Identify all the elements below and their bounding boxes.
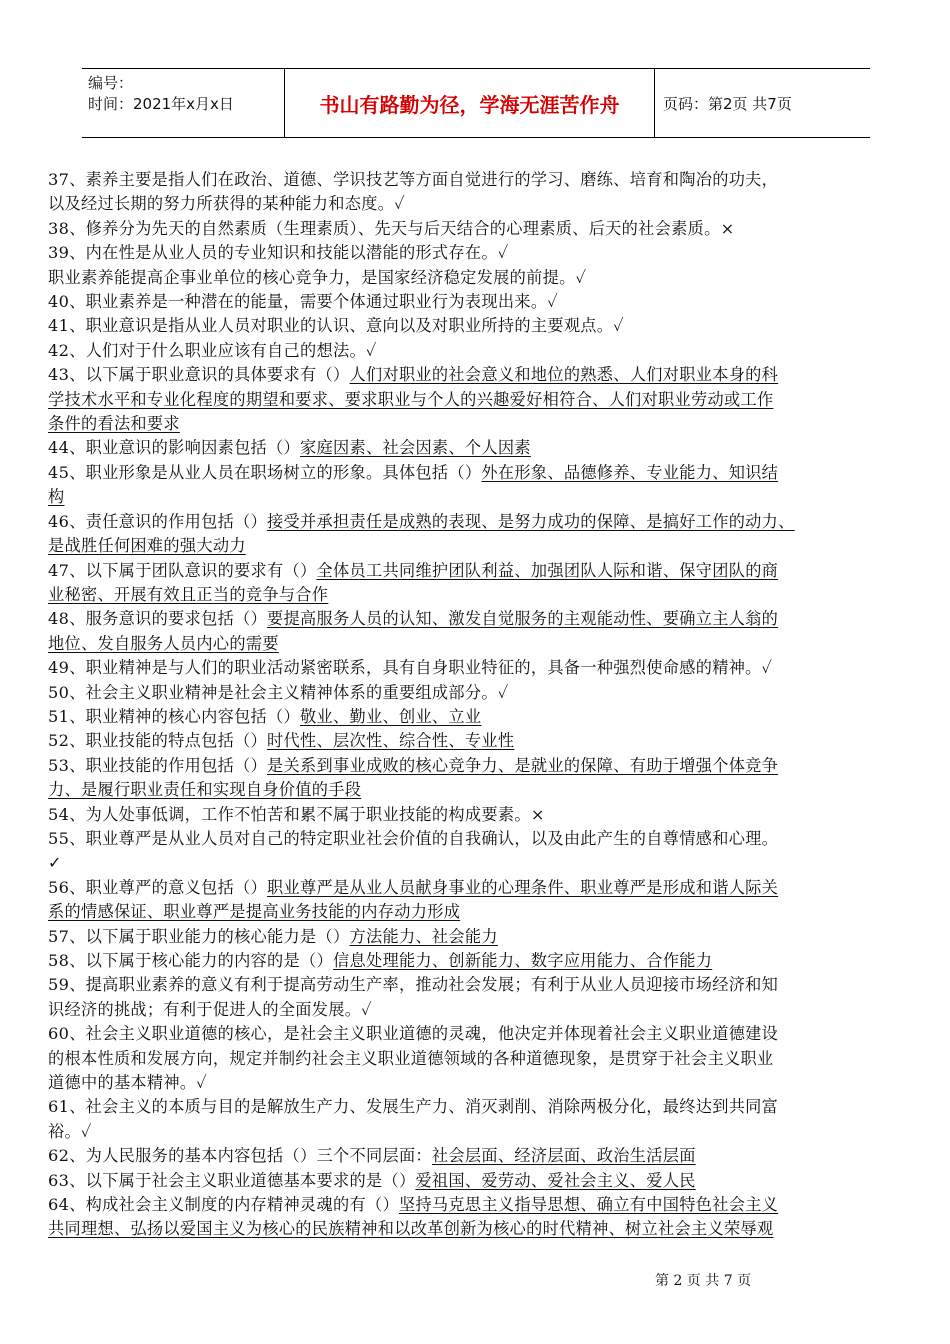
answer-text: 接受并承担责任是成熟的表现、是努力成功的保障、是搞好工作的动力、 [267, 511, 795, 531]
answer-text: 外在形象、品德修养、专业能力、知识结 [481, 462, 779, 482]
answer-text: 力、是履行职业责任和实现自身价值的手段 [48, 780, 362, 800]
answer-text: 社会层面、经济层面、政治生活层面 [431, 1146, 696, 1166]
text-line [48, 461, 908, 485]
text-line [48, 1193, 908, 1217]
line-text: 54、为人处事低调，工作不怕苦和累不属于职业技能的构成要素。× [48, 804, 545, 824]
line-text: 49、职业精神是与人们的职业活动紧密联系，具有自身职业特征的，具备一种强烈使命感的精神。✓ [48, 658, 773, 678]
text-line [48, 778, 908, 802]
line-text: 44、职业意识的影响因素包括（） [48, 438, 301, 458]
answer-text: 业秘密、开展有效且正当的竞争与合作 [48, 584, 329, 604]
text-line [48, 314, 908, 338]
page-footer: 第 2 页 共 7 页 [655, 1273, 752, 1289]
line-text: ✓ [48, 853, 62, 873]
line-text: 38、修养分为先天的自然素质（生理素质）、先天与后天结合的心理素质、后天的社会素质。× [48, 218, 735, 238]
text-line [48, 559, 908, 583]
header-page-label: 页码：第2页 共7页 [663, 94, 792, 113]
header-info [82, 69, 284, 137]
text-line [48, 949, 908, 973]
line-text: 职业素养能提高企事业单位的核心竞争力，是国家经济稳定发展的前提。✓ [48, 267, 587, 287]
line-text: 裕。✓ [48, 1121, 92, 1141]
text-line [48, 729, 908, 753]
line-text: 40、职业素养是一种潜在的能量，需要个体通过职业行为表现出来。✓ [48, 292, 559, 312]
line-text: 59、提高职业素养的意义有利于提高劳动生产率，推动社会发展；有利于从业人员迎接市场经济和知 [48, 975, 779, 995]
text-line [48, 241, 908, 265]
answer-text: 学技术水平和专业化程度的期望和要求、要求职业与个人的兴趣爱好相符合、人们对职业劳动或工作 [48, 389, 774, 409]
text-line [48, 339, 908, 363]
text-line [48, 998, 908, 1022]
answer-text: 信息处理能力、创新能力、数字应用能力、合作能力 [333, 951, 713, 970]
line-text: 57、以下属于职业能力的核心能力是（） [48, 926, 350, 946]
line-text: 42、人们对于什么职业应该有自己的想法。✓ [48, 340, 377, 360]
answer-text: 爱祖国、爱劳动、爱社会主义、爱人民 [415, 1170, 696, 1190]
text-line [48, 412, 908, 436]
line-text: 64、构成社会主义制度的内存精神灵魂的有（） [48, 1195, 399, 1215]
line-text: 58、以下属于核心能力的内容的是（） [48, 951, 333, 970]
text-line [48, 876, 908, 900]
text-line [48, 485, 908, 509]
line-text: 53、职业技能的作用包括（） [48, 755, 268, 775]
line-text: 识经济的挑战；有利于促进人的全面发展。✓ [48, 999, 373, 1019]
line-text: 61、社会主义的本质与目的是解放生产力、发展生产力、消灭剥削、消除两极分化，最终达到共同富 [48, 1097, 779, 1117]
text-line [48, 436, 908, 460]
text-line [48, 656, 908, 680]
text-line [48, 388, 908, 412]
text-line [48, 1022, 908, 1046]
document-time-label: 时间：2021年x月x日 [88, 95, 234, 113]
line-text: 37、素养主要是指人们在政治、道德、学识技艺等方面自觉进行的学习、磨练、培育和陶冶的功夫， [48, 170, 779, 189]
text-line [48, 266, 908, 290]
text-line [48, 168, 908, 192]
text-line [48, 803, 908, 827]
line-text: 道德中的基本精神。✓ [48, 1073, 208, 1093]
text-line [48, 754, 908, 778]
line-text: 43、以下属于职业意识的具体要求有（） [48, 365, 350, 385]
answer-text: 共同理想、弘扬以爱国主义为核心的民族精神和以改革创新为核心的时代精神、树立社会主义荣辱观 [48, 1219, 774, 1239]
line-text: 的根本性质和发展方向，规定并制约社会主义职业道德领域的各种道德现象，是贯穿于社会主义职业 [48, 1048, 774, 1068]
text-line [48, 925, 908, 949]
answer-text: 敬业、勤业、创业、立业 [300, 706, 482, 726]
answer-text: 条件的看法和要求 [48, 414, 180, 434]
page-header [82, 68, 870, 138]
text-line [48, 510, 908, 534]
text-line [48, 363, 908, 387]
line-text: 39、内在性是从业人员的专业知识和技能以潜能的形式存在。✓ [48, 243, 509, 263]
text-line [48, 632, 908, 656]
answer-text: 地位、发自服务人员内心的需要 [48, 633, 279, 653]
text-line [48, 973, 908, 997]
text-line [48, 217, 908, 241]
text-line [48, 534, 908, 558]
text-line [48, 851, 908, 875]
answer-text: 家庭因素、社会因素、个人因素 [300, 438, 531, 458]
text-line [48, 1144, 908, 1168]
line-text: 以及经过长期的努力所获得的某种能力和态度。✓ [48, 194, 405, 214]
line-text: 41、职业意识是指从业人员对职业的认识、意向以及对职业所持的主要观点。✓ [48, 316, 625, 336]
text-line [48, 290, 908, 314]
text-line [48, 681, 908, 705]
answer-text: 是关系到事业成败的核心竞争力、是就业的保障、有助于增强个体竞争 [267, 755, 779, 775]
header-motto: 书山有路勤为径，学海无涯苦作舟 [284, 69, 655, 137]
text-line [48, 1120, 908, 1144]
text-line [48, 827, 908, 851]
document-number-label: 编号： [88, 74, 134, 92]
answer-text: 方法能力、社会能力 [349, 926, 498, 946]
answer-text: 构 [48, 487, 65, 507]
answer-text: 全体员工共同维护团队利益、加强团队人际和谐、保守团队的商 [316, 560, 779, 580]
answer-text: 职业尊严是从业人员献身事业的心理条件、职业尊严是形成和谐人际关 [267, 877, 779, 897]
answer-text: 要提高服务人员的认知、激发自觉服务的主观能动性、要确立主人翁的 [267, 609, 779, 629]
line-text: 47、以下属于团队意识的要求有（） [48, 560, 317, 580]
answer-text: 系的情感保证、职业尊严是提高业务技能的内存动力形成 [48, 902, 461, 922]
text-line [48, 1217, 908, 1241]
text-line [48, 1095, 908, 1119]
line-text: 48、服务意识的要求包括（） [48, 609, 268, 629]
answer-text: 时代性、层次性、综合性、专业性 [267, 731, 515, 751]
line-text: 60、社会主义职业道德的核心，是社会主义职业道德的灵魂，他决定并体现着社会主义职业道德建设 [48, 1024, 779, 1044]
document-body [48, 168, 908, 1242]
answer-text: 坚持马克思主义指导思想、确立有中国特色社会主义 [398, 1195, 779, 1215]
line-text: 55、职业尊严是从业人员对自己的特定职业社会价值的自我确认，以及由此产生的自尊情感和心理。 [48, 828, 779, 848]
answer-text: 是战胜任何困难的强大动力 [48, 536, 246, 556]
line-text: 51、职业精神的核心内容包括（） [48, 706, 301, 726]
line-text: 52、职业技能的特点包括（） [48, 731, 268, 751]
text-line [48, 1169, 908, 1193]
text-line [48, 900, 908, 924]
line-text: 63、以下属于社会主义职业道德基本要求的是（） [48, 1170, 416, 1190]
line-text: 50、社会主义职业精神是社会主义精神体系的重要组成部分。✓ [48, 682, 509, 702]
text-line [48, 607, 908, 631]
text-line [48, 705, 908, 729]
line-text: 45、职业形象是从业人员在职场树立的形象。具体包括（） [48, 462, 482, 482]
text-line [48, 1047, 908, 1071]
line-text: 62、为人民服务的基本内容包括（）三个不同层面： [48, 1146, 432, 1166]
answer-text: 人们对职业的社会意义和地位的熟悉、人们对职业本身的科 [349, 365, 779, 385]
text-line [48, 192, 908, 216]
line-text: 46、责任意识的作用包括（） [48, 511, 268, 531]
text-line [48, 1071, 908, 1095]
line-text: 56、职业尊严的意义包括（） [48, 877, 268, 897]
text-line [48, 583, 908, 607]
